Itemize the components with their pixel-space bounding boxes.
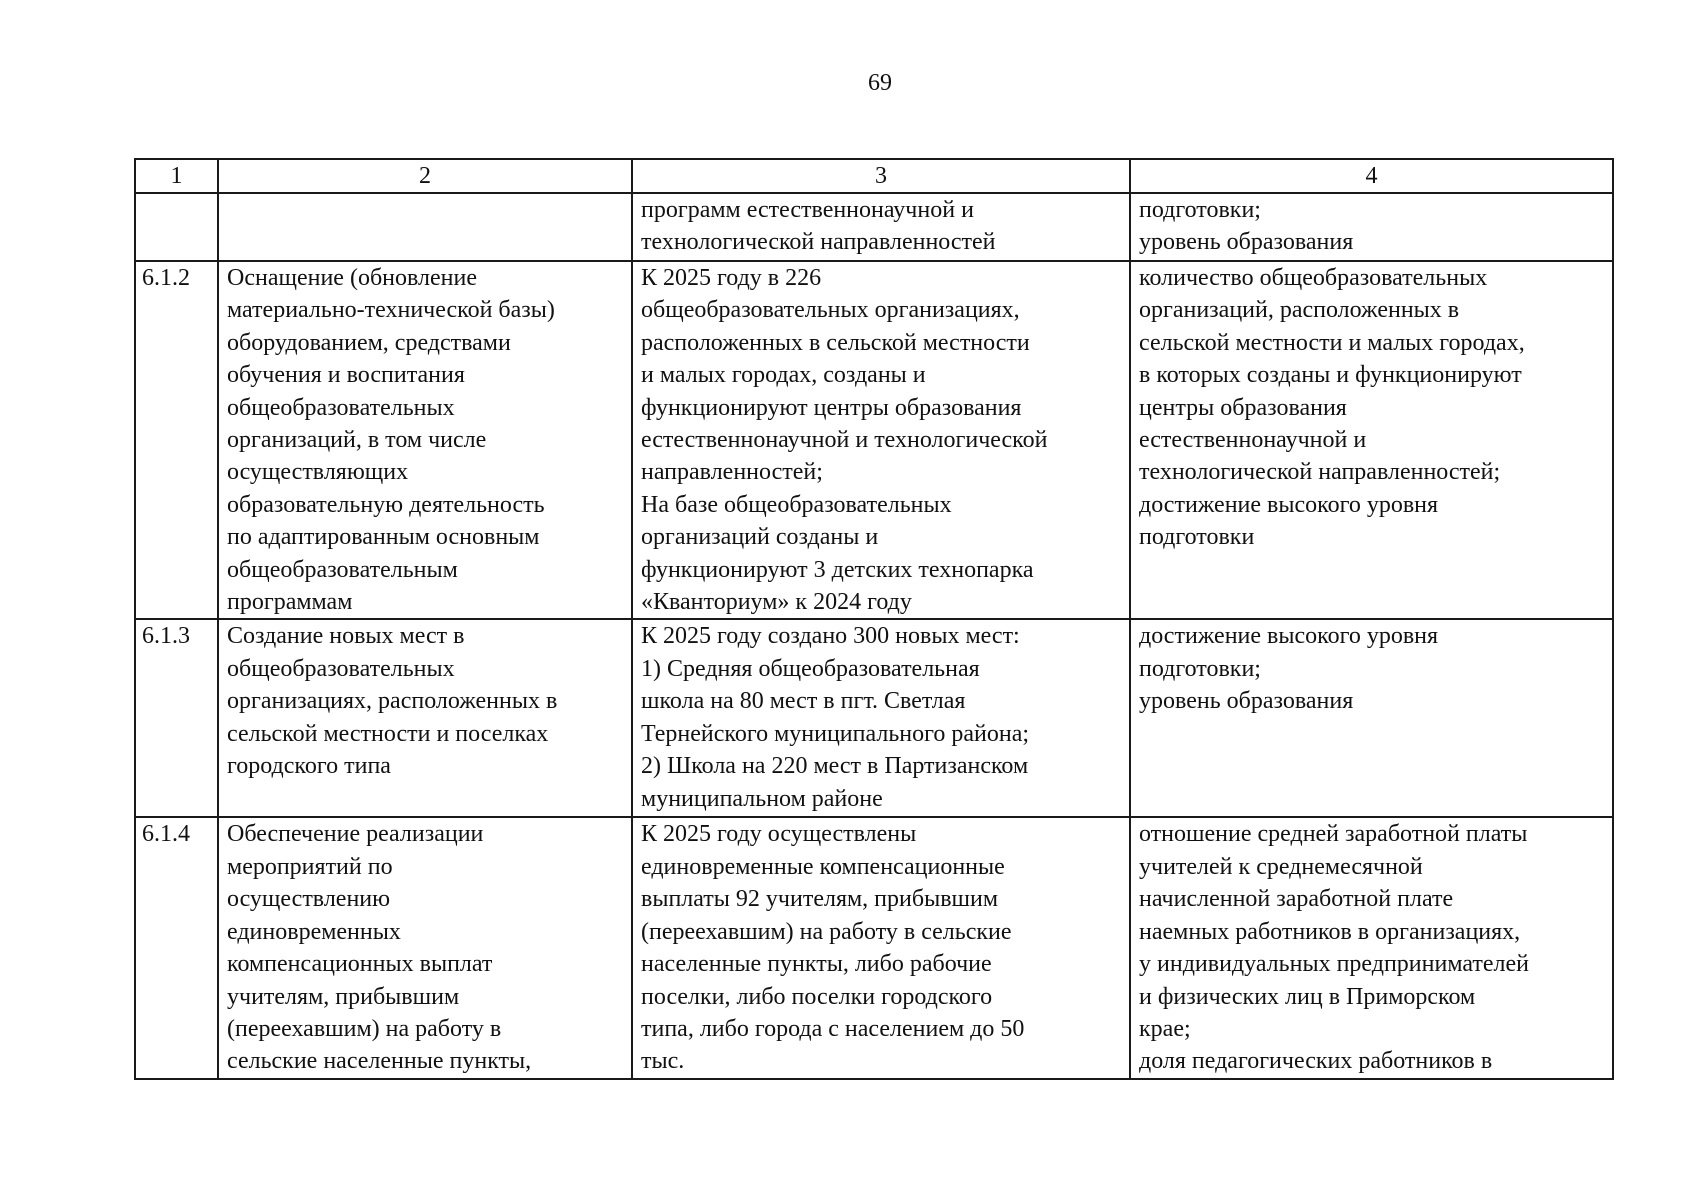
result-cell: К 2025 году в 226 общеобразовательных организациях, расположенных в сельской местности и малых городах, созданы и функционируют центры образования естественнонаучной и технологической направленностей; На базе общеобразовательных организаций созданы и функционируют 3 детских технопарка «Кванториум» к 2024 году — [632, 261, 1130, 619]
event-cell: Создание новых мест в общеобразовательных организациях, расположенных в сельской местности и поселках городского типа — [218, 619, 632, 817]
table-row — [135, 193, 1613, 261]
page-number: 69 — [868, 70, 892, 96]
indicator-cell: количество общеобразовательных организаций, расположенных в сельской местности и малых городах, в которых созданы и функционируют центры образования естественнонаучной и технологической направленностей; достижение высокого уровня подготовки — [1130, 261, 1613, 619]
column-header-3: 3 — [632, 159, 1130, 193]
column-header-1: 1 — [135, 159, 218, 193]
table-row — [135, 817, 1613, 1078]
event-cell: Обеспечение реализации мероприятий по осуществлению единовременных компенсационных выплат учителям, прибывшим (переехавшим) на работу в сельские населенные пункты, — [218, 817, 632, 1078]
event-cell: Оснащение (обновление материально-технической базы) оборудованием, средствами обучения и воспитания общеобразовательных организаций, в том числе осуществляющих образовательную деятельность по адаптированным основным общеобразовательным программам — [218, 261, 632, 619]
table-row — [135, 261, 1613, 619]
event-cell — [218, 193, 632, 261]
row-number-cell: 6.1.2 — [135, 261, 218, 619]
indicator-cell: достижение высокого уровня подготовки; уровень образования — [1130, 619, 1613, 817]
row-number-cell: 6.1.3 — [135, 619, 218, 817]
table-header-row — [135, 159, 1613, 193]
column-header-4: 4 — [1130, 159, 1613, 193]
measures-table — [134, 158, 1614, 1080]
indicator-cell: подготовки; уровень образования — [1130, 193, 1613, 261]
indicator-cell: отношение средней заработной платы учителей к среднемесячной начисленной заработной плате наемных работников в организациях, у индивидуальных предпринимателей и физических лиц в Приморском крае; доля педагогических работников в — [1130, 817, 1613, 1078]
column-header-2: 2 — [218, 159, 632, 193]
result-cell: К 2025 году осуществлены единовременные компенсационные выплаты 92 учителям, прибывшим (переехавшим) на работу в сельские населенные пункты, либо рабочие поселки, либо поселки городского типа, либо города с населением до 50 тыс. — [632, 817, 1130, 1078]
row-number-cell — [135, 193, 218, 261]
result-cell: программ естественнонаучной и технологической направленностей — [632, 193, 1130, 261]
row-number-cell: 6.1.4 — [135, 817, 218, 1078]
table-row — [135, 619, 1613, 817]
result-cell: К 2025 году создано 300 новых мест: 1) Средняя общеобразовательная школа на 80 мест в пгт. Светлая Тернейского муниципального района; 2) Школа на 220 мест в Партизанском муниципальном районе — [632, 619, 1130, 817]
